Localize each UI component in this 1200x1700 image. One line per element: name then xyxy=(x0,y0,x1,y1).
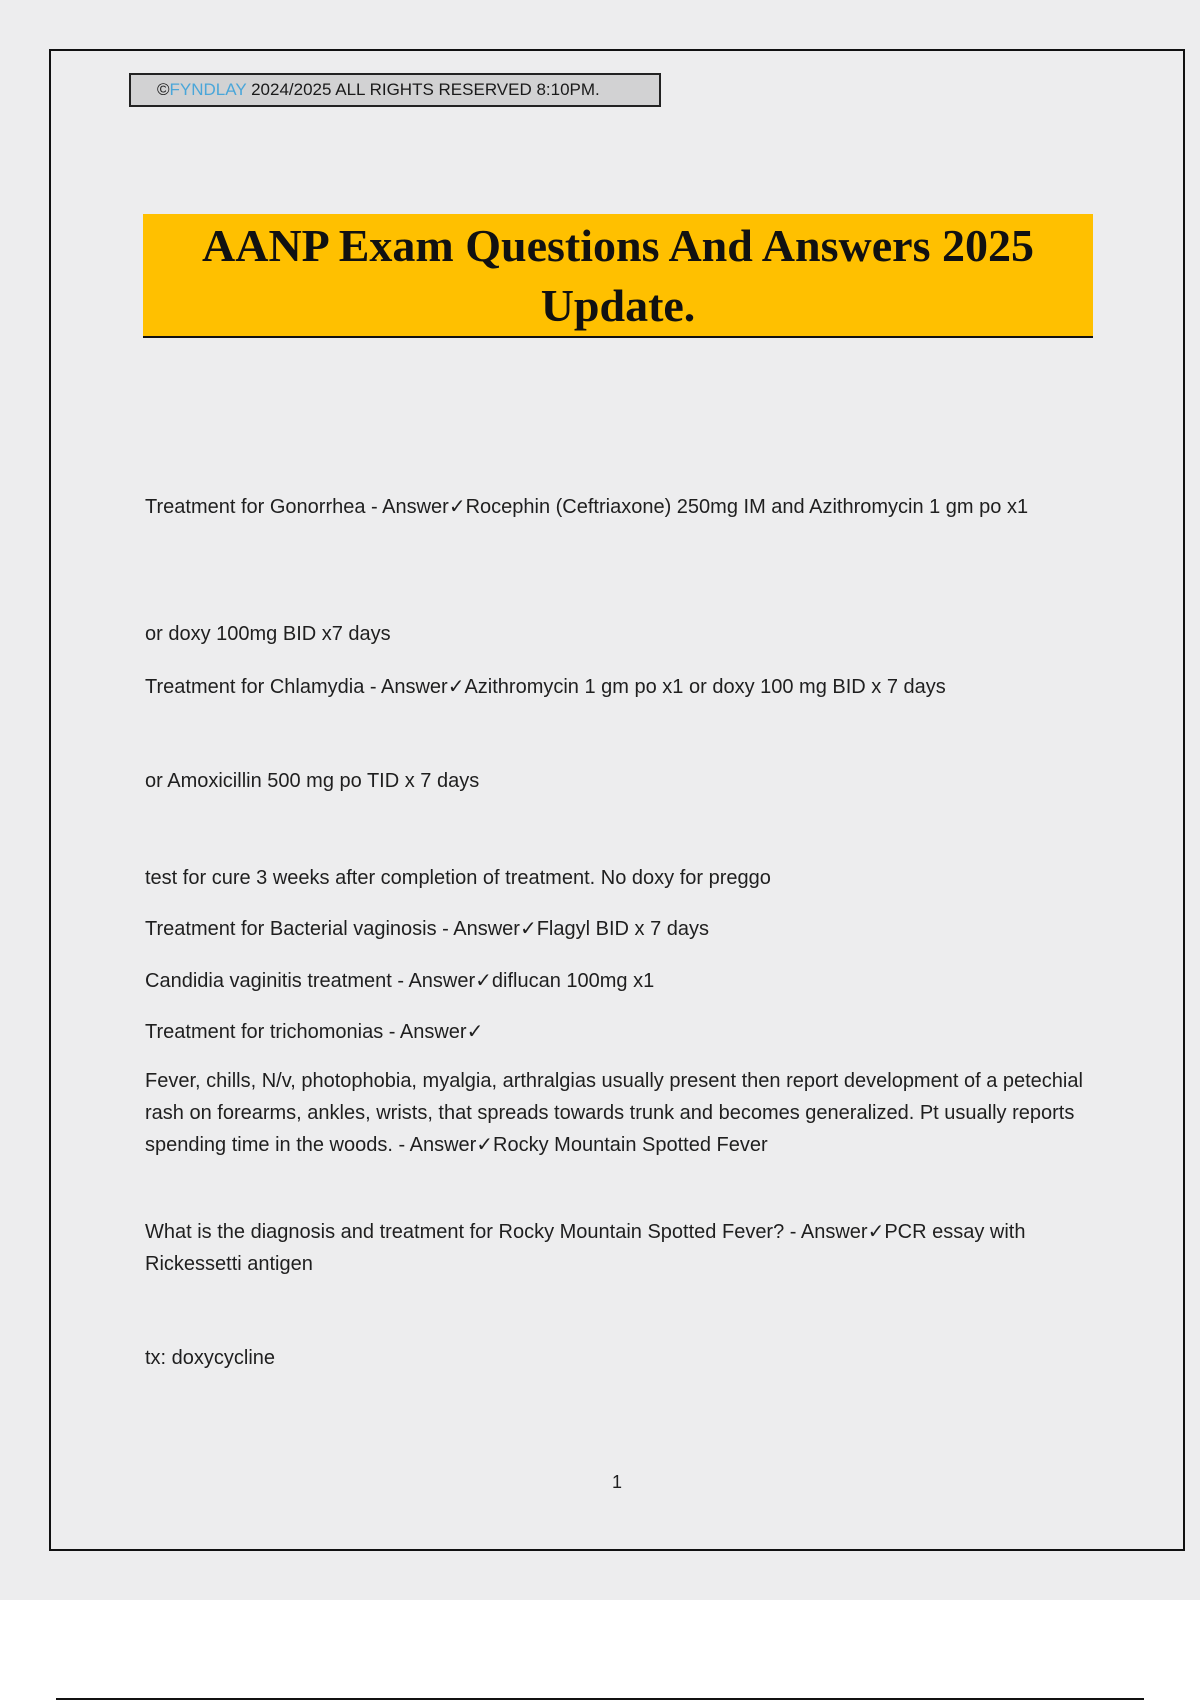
qa-rmsf-diagnosis: What is the diagnosis and treatment for Rocky Mountain Spotted Fever? - Answer✓PCR essay with Rickessetti antigen xyxy=(145,1221,1026,1275)
page-number: 1 xyxy=(611,1472,622,1492)
qa-trichomonas: Treatment for trichomonias - Answer✓ xyxy=(145,1021,484,1043)
copyright-banner xyxy=(129,73,661,107)
qa-bacterial-vaginosis: Treatment for Bacterial vaginosis - Answer✓Flagyl BID x 7 days xyxy=(145,918,710,940)
title-line-2: Update. xyxy=(540,280,696,331)
brand-name: FYNDLAY xyxy=(169,80,247,99)
copyright-symbol: © xyxy=(157,80,170,99)
qa-chlamydia-alt: or Amoxicillin 500 mg po TID x 7 days xyxy=(145,770,480,792)
qa-gonorrhea-alt: or doxy 100mg BID x7 days xyxy=(145,623,391,645)
qa-rmsf-symptoms: Fever, chills, N/v, photophobia, myalgia, arthralgias usually present then report development of a petechial rash on forearms, ankles, wrists, that spreads towards trunk and becomes generalized. Pt usually reports spending time in the woods. - Answer✓Rocky Mountain Spotted Fever xyxy=(145,1070,1083,1156)
document-title xyxy=(143,214,1093,338)
qa-rmsf-treatment: tx: doxycycline xyxy=(145,1347,276,1369)
qa-candida: Candidia vaginitis treatment - Answer✓diflucan 100mg x1 xyxy=(145,970,655,992)
qa-chlamydia: Treatment for Chlamydia - Answer✓Azithromycin 1 gm po x1 or doxy 100 mg BID x 7 days xyxy=(145,676,946,698)
copyright-text: 2024/2025 ALL RIGHTS RESERVED 8:10PM. xyxy=(246,80,600,99)
qa-chlamydia-note: test for cure 3 weeks after completion of treatment. No doxy for preggo xyxy=(145,867,771,889)
title-line-1: AANP Exam Questions And Answers 2025 xyxy=(202,220,1034,271)
qa-gonorrhea: Treatment for Gonorrhea - Answer✓Rocephin (Ceftriaxone) 250mg IM and Azithromycin 1 gm po x1 xyxy=(145,496,1029,518)
